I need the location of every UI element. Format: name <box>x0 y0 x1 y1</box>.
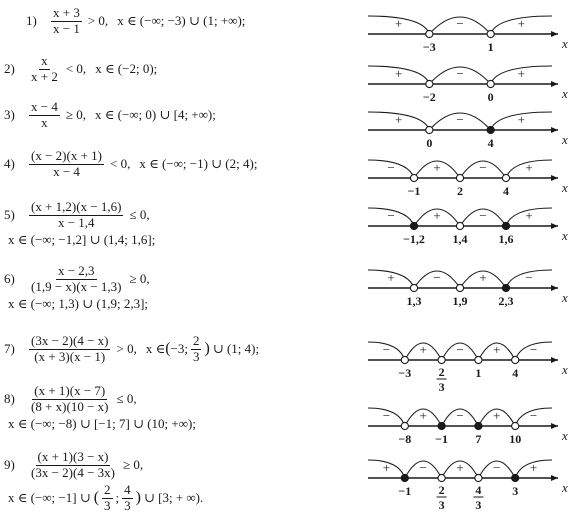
point-label: 4 <box>512 366 519 380</box>
relation: ≥ 0, <box>129 270 150 286</box>
fraction <box>51 6 82 37</box>
point-label-numerator: 2 <box>438 365 445 379</box>
denominator: x − 4 <box>53 163 80 179</box>
relation: < 0, <box>109 155 131 171</box>
problem-7 <box>4 334 259 365</box>
point-label: 4 <box>487 136 494 150</box>
number-line-5 <box>362 200 572 256</box>
relation: > 0, <box>87 12 109 28</box>
sign-label: − <box>419 460 427 475</box>
numerator: x − 4 <box>31 99 58 114</box>
open-point <box>401 356 408 363</box>
axis-label: x <box>562 362 568 377</box>
numerator: x − 2,3 <box>57 263 95 278</box>
numerator: 2 <box>192 333 200 348</box>
sign-label: − <box>433 270 441 285</box>
point-label: 1 <box>487 40 494 54</box>
point-label: −3 <box>422 40 436 54</box>
numerator: x <box>41 53 48 68</box>
open-point <box>456 284 463 291</box>
open-point <box>410 284 417 291</box>
axis-label: x <box>562 86 568 101</box>
open-point <box>426 80 433 87</box>
point-label: −1 <box>435 432 449 446</box>
point-label: 1,9 <box>452 294 468 308</box>
sign-label: + <box>419 408 427 423</box>
sign-label: + <box>517 16 526 31</box>
denominator: x − 1 <box>53 20 80 36</box>
axis-label: x <box>562 132 568 147</box>
problem-number: 2) <box>4 60 15 76</box>
problem-4 <box>4 149 257 180</box>
point-label: 0 <box>426 136 433 150</box>
answer-suffix: ∪ (1; 4); <box>212 340 260 356</box>
axis-arrow <box>551 81 558 87</box>
number-line-7 <box>362 334 572 404</box>
axis-arrow <box>551 357 558 363</box>
sign-label: + <box>493 408 501 423</box>
point-label: 1,3 <box>406 294 422 308</box>
fraction <box>102 483 113 514</box>
point-label: −3 <box>398 366 412 380</box>
sign-label: + <box>517 112 526 127</box>
relation: ≥ 0, <box>65 106 86 122</box>
axis-label: x <box>562 290 568 305</box>
fraction <box>29 54 60 85</box>
sign-label: − <box>456 66 464 81</box>
sign-label: + <box>382 460 391 475</box>
fraction <box>29 100 60 131</box>
answer: x ∈ (−2; 0); <box>95 60 158 76</box>
open-point <box>475 356 482 363</box>
problem-3 <box>4 100 216 131</box>
sign-label: + <box>493 342 501 357</box>
open-point <box>487 30 494 37</box>
problem-number: 8) <box>4 390 15 406</box>
sign-label: − <box>382 408 391 423</box>
axis-label: x <box>562 180 568 195</box>
sign-label: + <box>479 270 487 285</box>
sign-label: + <box>529 460 538 475</box>
numerator: 4 <box>124 481 131 497</box>
point-label: 1,4 <box>452 232 468 246</box>
denominator: 3 <box>104 497 111 513</box>
fraction <box>29 450 117 481</box>
answer-suffix: ∪ [3; + ∞). <box>144 489 204 505</box>
answer-prefix: x ∈ <box>145 340 166 356</box>
numerator: (3x − 2)(4 − x) <box>31 333 109 348</box>
problem-8 <box>4 384 196 432</box>
denominator: (x + 3)(x − 1) <box>34 348 106 364</box>
problem-2 <box>4 54 157 85</box>
closed-point <box>502 284 509 291</box>
problem-number: 6) <box>4 270 15 286</box>
axis-arrow <box>551 223 558 229</box>
point-label-denominator: 3 <box>438 380 445 394</box>
point-label: 2,3 <box>498 294 514 308</box>
point-label-denominator: 3 <box>438 498 445 512</box>
point-label: 7 <box>475 432 482 446</box>
axis-label: x <box>562 480 568 495</box>
fraction <box>191 334 202 365</box>
closed-point <box>410 222 417 229</box>
open-point <box>438 356 445 363</box>
sign-label: − <box>529 342 538 357</box>
problem-number: 3) <box>4 106 15 122</box>
answer: x ∈ (−∞; 0) ∪ [4; +∞); <box>94 106 216 122</box>
sign-label: + <box>394 112 403 127</box>
fraction <box>29 384 110 415</box>
denominator: 3 <box>124 497 131 513</box>
left-paren: ( <box>165 340 171 358</box>
sign-label: − <box>479 208 487 223</box>
number-line-9 <box>362 452 572 526</box>
closed-point <box>401 474 408 481</box>
open-point <box>456 222 463 229</box>
problem-9 <box>4 450 203 514</box>
sign-label: − <box>387 160 395 175</box>
sign-label: − <box>456 342 464 357</box>
fraction <box>29 334 110 365</box>
denominator: (1,9 − x)(x − 1,3) <box>31 278 122 294</box>
problem-5 <box>4 200 155 248</box>
point-label: 10 <box>509 432 522 446</box>
fraction <box>29 200 123 231</box>
axis-arrow <box>551 127 558 133</box>
point-label: −8 <box>398 432 412 446</box>
answer: x ∈ (−∞; −1,2] ∪ (1,4; 1,6]; <box>8 231 156 247</box>
point-label: −1,2 <box>403 232 425 246</box>
denominator: 3 <box>192 348 200 364</box>
fraction <box>29 149 104 180</box>
problem-number: 4) <box>4 155 15 171</box>
sign-label: + <box>387 270 395 285</box>
denominator: x − 1,4 <box>57 214 95 230</box>
open-point <box>512 356 519 363</box>
denominator: (8 + x)(10 − x) <box>31 398 109 414</box>
number-line-1 <box>362 8 572 64</box>
problem-number: 9) <box>4 456 15 472</box>
open-point <box>502 174 509 181</box>
point-label: −1 <box>398 484 412 498</box>
sign-label: + <box>525 208 533 223</box>
axis-arrow <box>551 475 558 481</box>
axis-arrow <box>551 31 558 37</box>
point-label: 1,6 <box>498 232 514 246</box>
open-point <box>475 474 482 481</box>
sign-label: + <box>456 460 464 475</box>
relation: < 0, <box>65 60 87 76</box>
point-label-numerator: 4 <box>475 483 482 497</box>
denominator: (3x − 2)(4 − 3x) <box>31 464 115 480</box>
answer-prefix: x ∈ (−∞; −1] ∪ <box>8 489 91 505</box>
fraction <box>122 483 133 514</box>
sign-label: + <box>525 160 533 175</box>
axis-arrow <box>551 285 558 291</box>
answer: x ∈ (−∞; −8) ∪ [−1; 7] ∪ (10; +∞); <box>8 415 196 431</box>
sign-label: + <box>433 160 441 175</box>
sign-label: − <box>479 160 487 175</box>
open-point <box>487 80 494 87</box>
open-point <box>456 174 463 181</box>
point-label: 3 <box>512 484 519 498</box>
open-point <box>426 126 433 133</box>
closed-point <box>502 222 509 229</box>
open-point <box>438 474 445 481</box>
axis-label: x <box>562 428 568 443</box>
sign-label: − <box>493 460 501 475</box>
problem-number: 7) <box>4 340 15 356</box>
closed-point <box>512 474 519 481</box>
denominator: x <box>41 114 48 130</box>
point-label-denominator: 3 <box>475 498 482 512</box>
answer: x ∈ (−∞; −3) ∪ (1; +∞); <box>117 12 246 28</box>
relation: ≤ 0, <box>116 390 137 406</box>
numerator: 2 <box>104 481 111 497</box>
sign-label: − <box>456 112 464 127</box>
sign-label: + <box>433 208 441 223</box>
relation: ≥ 0, <box>122 456 144 472</box>
open-point <box>401 422 408 429</box>
numerator: x + 3 <box>53 5 80 20</box>
closed-point <box>487 126 494 133</box>
number-line-6 <box>362 262 572 318</box>
fraction <box>29 264 123 295</box>
axis-label: x <box>562 36 568 51</box>
answer: x ∈ (−∞; −1] ∪ ( $\frac{2}{3}$ ; $\frac{4}{3}$ ) ∪ [3; + ∞). <box>8 481 204 513</box>
point-label: 1 <box>475 366 482 380</box>
separator: ; <box>115 489 120 505</box>
sign-label: − <box>529 408 538 423</box>
axis-label: x <box>562 228 568 243</box>
sign-label: − <box>456 408 464 423</box>
sign-label: − <box>382 342 391 357</box>
axis-arrow <box>551 175 558 181</box>
open-point <box>512 422 519 429</box>
sign-label: − <box>456 16 464 31</box>
answer: x ∈ (−∞; −1) ∪ (2; 4); <box>139 155 258 171</box>
relation: ≤ 0, <box>129 206 150 222</box>
sign-label: + <box>517 66 526 81</box>
sign-label: − <box>525 270 533 285</box>
answer: x ∈ (−∞; 1,3) ∪ (1,9; 2,3]; <box>8 295 149 311</box>
denominator: x + 2 <box>31 68 58 84</box>
numerator: (x + 1,2)(x − 1,6) <box>31 199 122 214</box>
point-label: 2 <box>457 184 463 198</box>
sign-label: + <box>394 16 403 31</box>
axis-arrow <box>551 423 558 429</box>
point-label: 4 <box>503 184 509 198</box>
problem-number: 5) <box>4 206 15 222</box>
point-label: 0 <box>487 90 494 104</box>
relation: > 0, <box>116 340 137 356</box>
point-label: −2 <box>422 90 436 104</box>
closed-point <box>475 422 482 429</box>
closed-point <box>438 422 445 429</box>
answer-part: −3; <box>170 340 188 356</box>
right-paren: ) <box>204 340 210 358</box>
open-point <box>410 174 417 181</box>
number-line-8 <box>362 400 572 456</box>
point-label-numerator: 2 <box>438 483 445 497</box>
open-point <box>426 30 433 37</box>
sign-label: + <box>394 66 403 81</box>
numerator: (x + 1)(x − 7) <box>34 383 106 398</box>
numerator: (x − 2)(x + 1) <box>31 148 102 163</box>
sign-label: + <box>419 342 427 357</box>
numerator: (x + 1)(3 − x) <box>37 449 109 464</box>
problem-1 <box>26 6 245 37</box>
problem-number: 1) <box>26 12 37 28</box>
sign-label: − <box>387 208 395 223</box>
point-label: −1 <box>407 184 421 198</box>
problem-6 <box>4 264 153 312</box>
